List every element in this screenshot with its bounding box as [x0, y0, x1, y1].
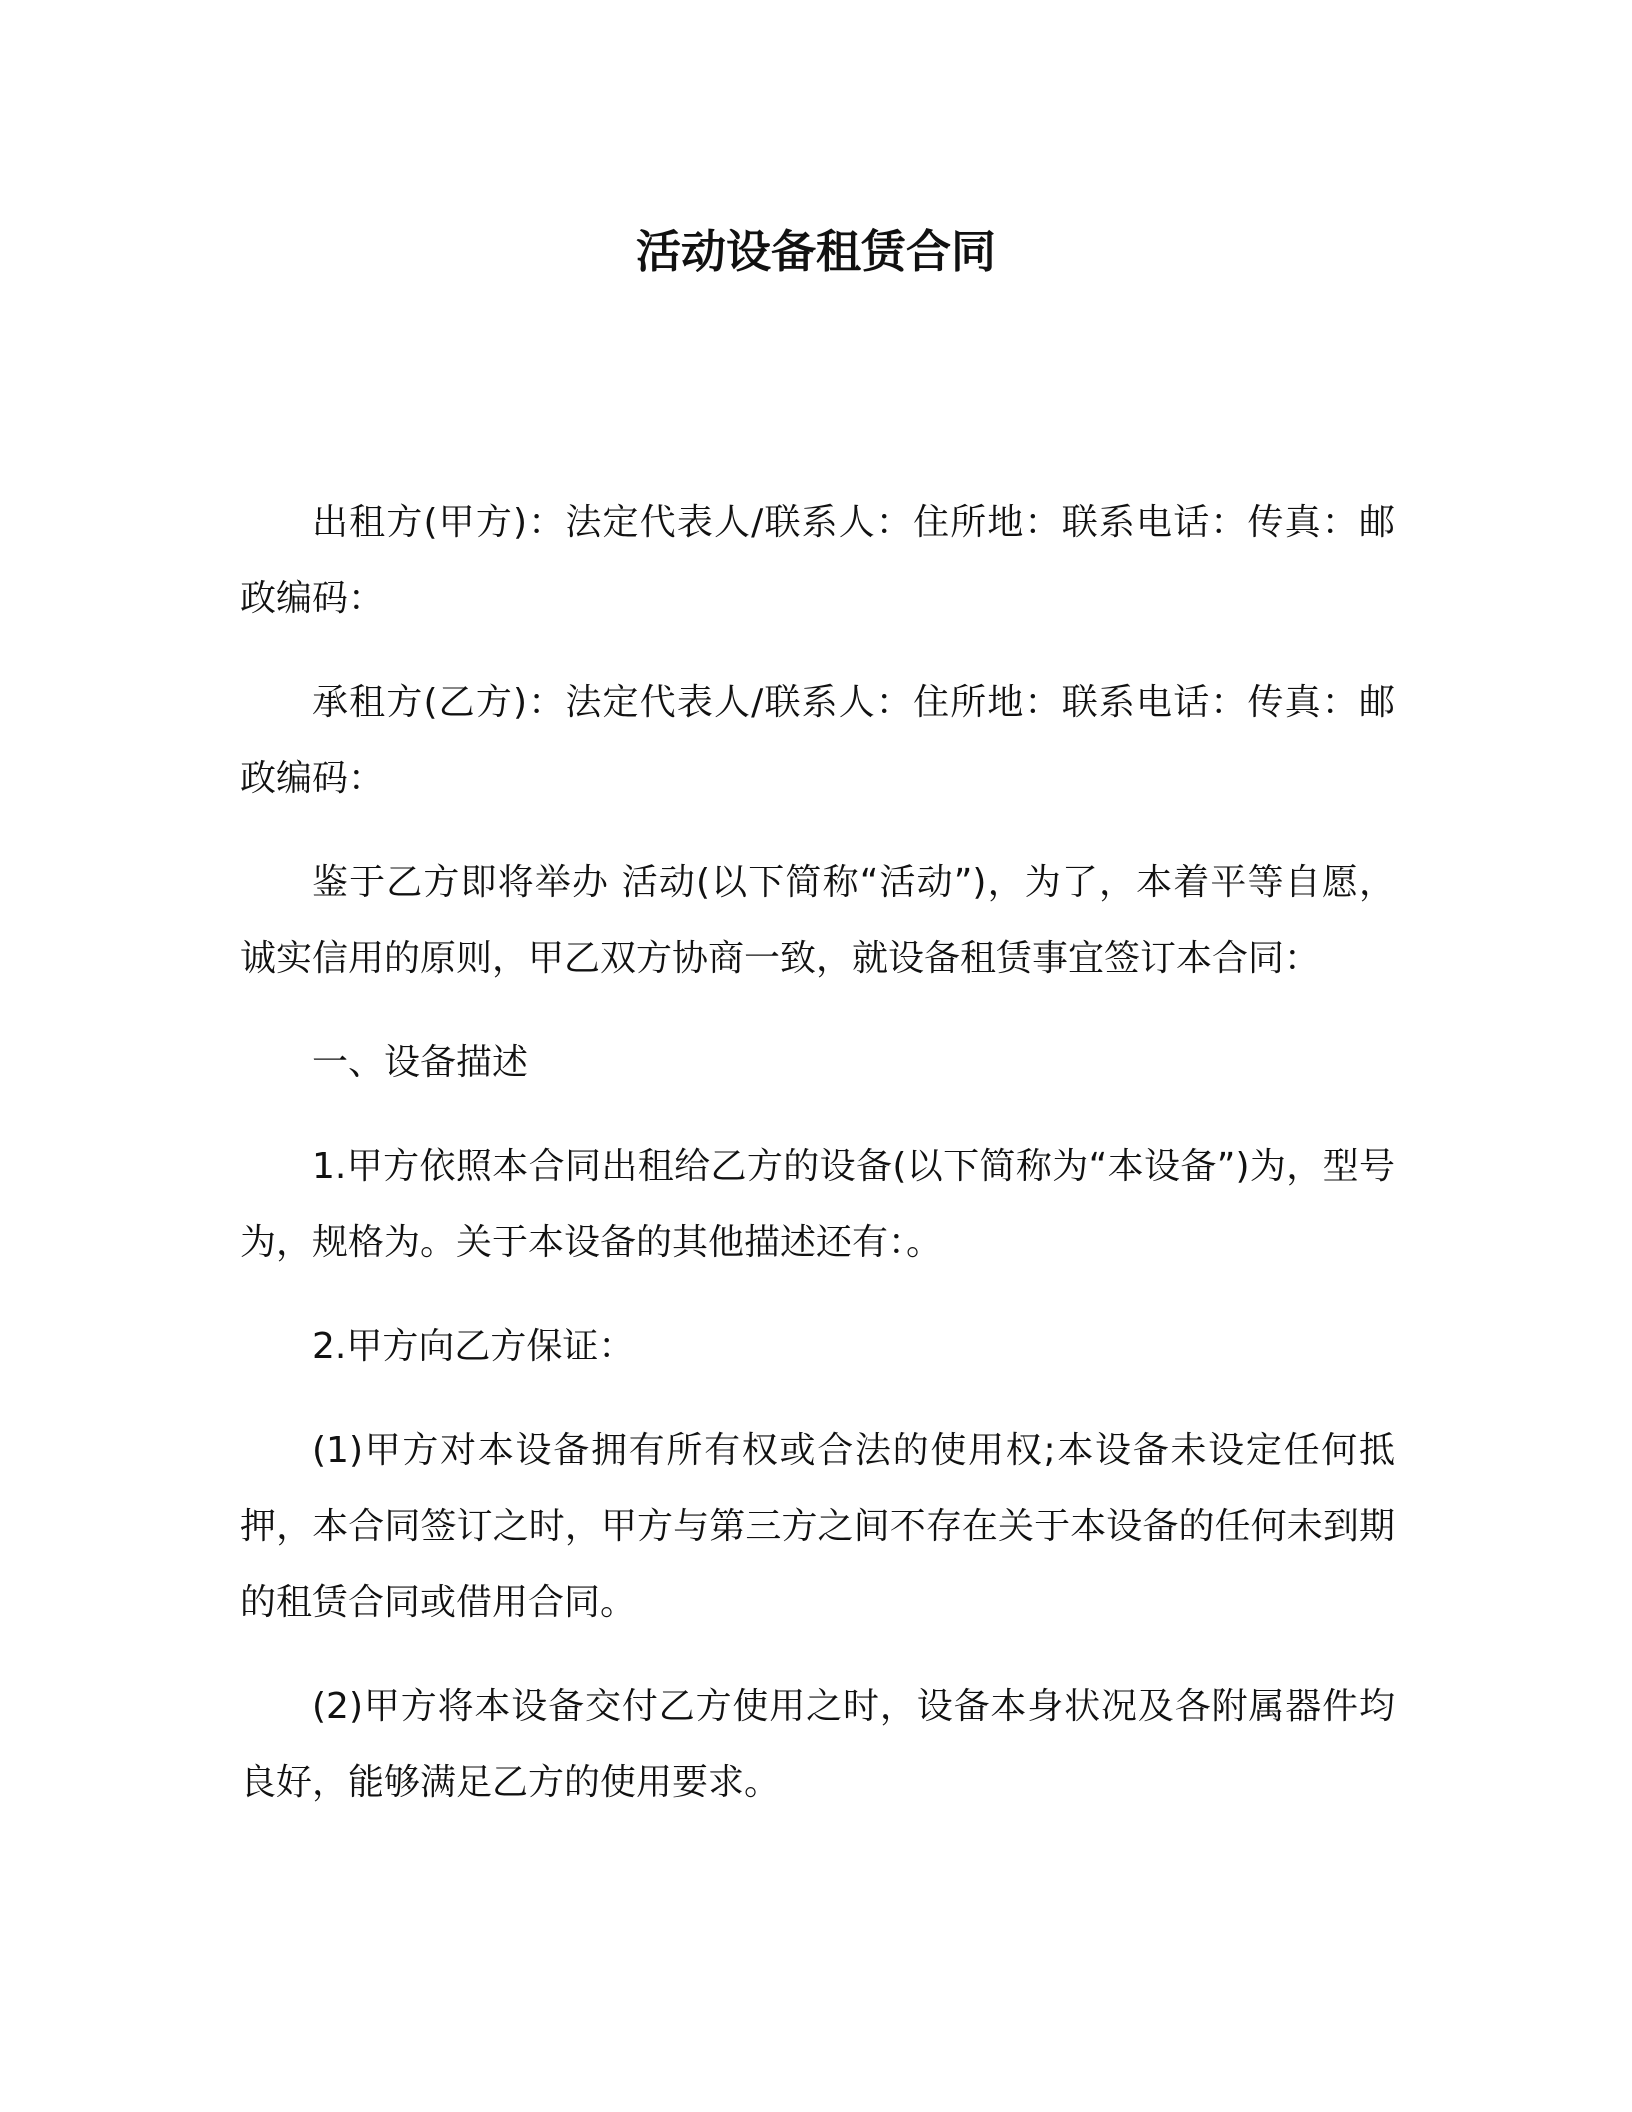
clause-2-1-paragraph: (1)甲方对本设备拥有所有权或合法的使用权;本设备未设定任何抵押，本合同签订之时，甲方与第三方之间不存在关于本设备的任何未到期的租赁合同或借用合同。 — [240, 1430, 1395, 1623]
party-a-paragraph: 出租方(甲方)：法定代表人/联系人：住所地：联系电话：传真：邮政编码： — [240, 502, 1395, 619]
clause-1-paragraph: 1.甲方依照本合同出租给乙方的设备(以下简称为“本设备”)为，型号为，规格为。关于本设备的其他描述还有：。 — [240, 1146, 1395, 1263]
document-title: 活动设备租赁合同 — [635, 225, 996, 278]
section-heading-equipment: 一、设备描述 — [312, 1042, 529, 1083]
party-b-paragraph: 承租方(乙方)：法定代表人/联系人：住所地：联系电话：传真：邮政编码： — [240, 682, 1395, 799]
preamble-paragraph: 鉴于乙方即将举办 活动(以下简称“活动”)，为了，本着平等自愿，诚实信用的原则，甲乙双方协商一致，就设备租赁事宜签订本合同： — [240, 862, 1395, 979]
clause-2-paragraph: 2.甲方向乙方保证： — [312, 1326, 635, 1367]
document-body — [240, 485, 1395, 1849]
clause-2-2-paragraph: (2)甲方将本设备交付乙方使用之时，设备本身状况及各附属器件均良好，能够满足乙方的使用要求。 — [240, 1686, 1395, 1803]
